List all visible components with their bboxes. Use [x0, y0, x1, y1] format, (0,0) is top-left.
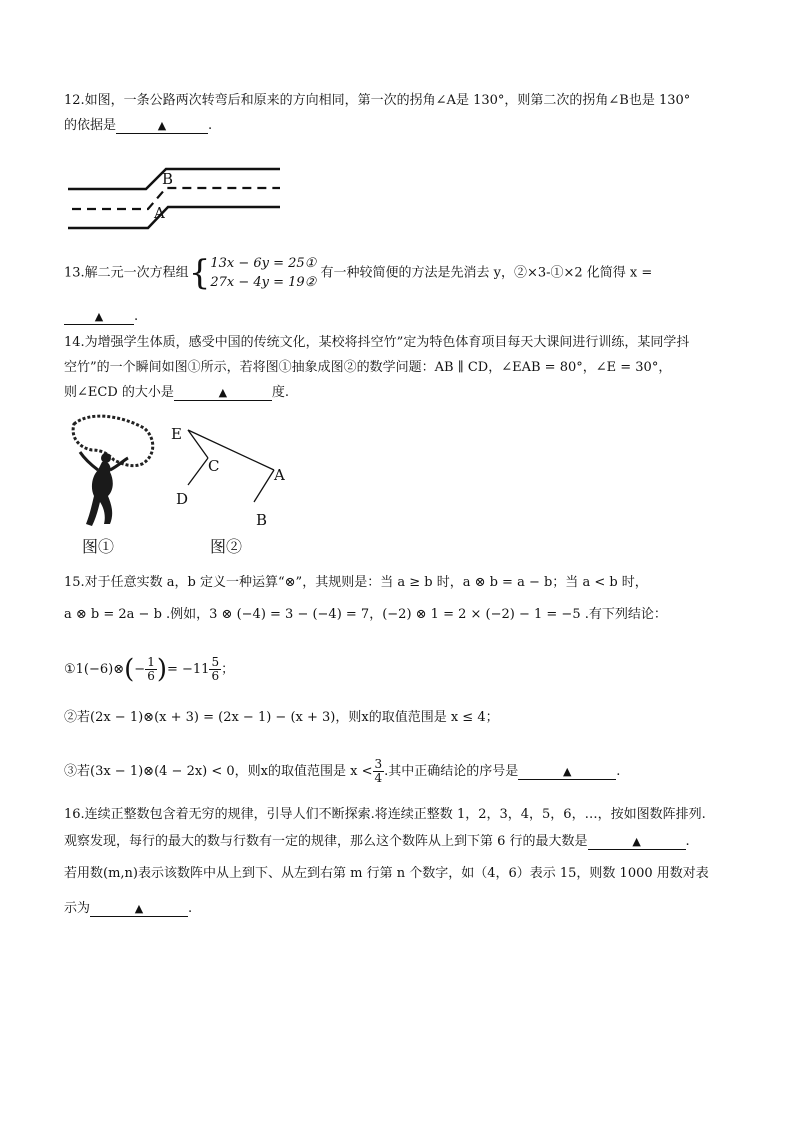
q15-tail: .	[616, 764, 621, 779]
c1-frac-den: 6	[147, 669, 155, 683]
fig2-caption: 图②	[210, 537, 243, 556]
equation-2: 27x − 4y = 19②	[210, 275, 317, 290]
c1-mixed-fraction	[209, 656, 221, 683]
q16-tail1: .	[685, 834, 690, 849]
q13-line1	[64, 254, 652, 293]
c3-fraction	[373, 758, 385, 785]
c1-pre: ①1(−6)⊗	[64, 662, 125, 677]
answer-triangle-icon: ▲	[563, 765, 572, 778]
answer-triangle-icon: ▲	[632, 835, 641, 848]
q15-line1: 15.对于任意实数 a，b 定义一种运算“⊗”，其规则是：当 a ≥ b 时，a ⊗ b = a − b；当 a < b 时，	[64, 575, 648, 590]
q16-answer-blank-2[interactable]	[90, 902, 188, 917]
answer-triangle-icon: ▲	[218, 386, 228, 399]
label-b: B	[162, 170, 174, 188]
c3-frac-num: 3	[374, 757, 383, 771]
q12-road-diagram	[66, 162, 286, 232]
q12-line2-text: 的依据是	[64, 118, 117, 133]
q14-figure1-silhouette	[62, 410, 162, 532]
c1-post: = −11	[166, 662, 210, 677]
figure-head	[101, 453, 111, 463]
road-top-edge	[68, 169, 280, 189]
q15-conclusion-2: ②若(2x − 1)⊗(x + 3) = (2x − 1) − (x + 3)，则x的取值范围是 x ≤ 4；	[64, 710, 499, 725]
q15-conclusion-1	[64, 650, 234, 690]
q15-answer-blank[interactable]	[518, 765, 616, 780]
q14-figure2-diagram	[168, 420, 298, 530]
q16-line2	[64, 833, 690, 851]
q16-answer-blank-1[interactable]	[588, 835, 686, 850]
q15-line2: a ⊗ b = 2a − b .例如，3 ⊗ (−4) = 3 − (−4) = 7，(−2) ⊗ 1 = 2 × (−2) − 1 = −5 .有下列结论：	[64, 607, 667, 622]
q12-tail: .	[208, 118, 213, 133]
figure-body	[86, 462, 113, 526]
label-a: A	[154, 204, 165, 222]
c3-pre: ③若(3x − 1)⊗(4 − 2x) < 0，则x的取值范围是 x <	[64, 764, 373, 779]
q14-line3-pre: 则∠ECD 的大小是	[64, 385, 174, 400]
q16-line2-pre: 观察发现，每行的最大的数与行数有一定的规律，那么这个数阵从上到下第 6 行的最大数是	[64, 834, 588, 849]
q13-answer-blank[interactable]	[64, 310, 134, 325]
equation-1: 13x − 6y = 25①	[210, 256, 317, 271]
q16-line4	[64, 900, 192, 918]
label-a: A	[274, 466, 285, 484]
label-d: D	[176, 490, 189, 508]
fig1-caption: 图①	[82, 537, 115, 556]
q13-tail: .	[134, 309, 139, 324]
q16-line3: 若用数(m,n)表示该数阵中从上到下、从左到右第 m 行第 n 个数字，如（4，6）表示 15，则数 1000 用数对表	[64, 866, 709, 881]
q13-line2	[64, 308, 138, 326]
answer-triangle-icon: ▲	[94, 310, 104, 323]
segment-c-d	[188, 458, 208, 485]
label-c: C	[208, 457, 220, 475]
c1-frac-num: 1	[147, 655, 155, 669]
q16-line4-pre: 示为	[64, 901, 91, 916]
c1-mixed-num: 5	[211, 655, 220, 669]
q16-line1: 16.连续正整数包含着无穷的规律，引导人们不断探索.将连续正整数 1，2，3，4，5，6，…，按如图数阵排列.	[64, 807, 706, 822]
q14-line2: 空竹”的一个瞬间如图①所示，若将图①抽象成图②的数学问题：AB ∥ CD，∠EAB = 80°，∠E = 30°，	[64, 360, 672, 375]
c1-neg: −	[134, 662, 146, 677]
q14-line3-post: 度.	[271, 385, 290, 400]
c3-mid: .其中正确结论的序号是	[384, 764, 519, 779]
c1-mixed-den: 6	[211, 669, 220, 683]
equation-system	[210, 254, 316, 292]
q12-line2	[64, 117, 212, 135]
label-b: B	[256, 511, 268, 529]
q13-prefix: 13.解二元一次方程组	[64, 265, 189, 281]
q14-line3	[64, 384, 289, 402]
road-bottom-edge	[68, 207, 280, 228]
system-brace: {	[188, 253, 211, 293]
c3-frac-den: 4	[374, 771, 383, 785]
q16-tail2: .	[188, 901, 193, 916]
q14-line1: 14.为增强学生体质，感受中国的传统文化，某校将抖空竹”定为特色体育项目每天大课间进行训练，某同学抖	[64, 335, 690, 350]
q12-line1: 12.如图，一条公路两次转弯后和原来的方向相同，第一次的拐角∠A是 130°，则第二次的拐角∠B也是 130°	[64, 93, 691, 108]
q15-conclusion-3	[64, 752, 620, 792]
c1-tail: ；	[221, 662, 235, 677]
segment-a-b	[254, 470, 274, 502]
paren-open: (	[124, 654, 135, 685]
answer-triangle-icon: ▲	[134, 902, 144, 915]
paren-close: )	[156, 654, 167, 685]
q12-answer-blank[interactable]	[116, 119, 208, 134]
c1-fraction	[145, 656, 157, 683]
segment-e-a	[188, 430, 274, 470]
q14-answer-blank[interactable]	[174, 386, 272, 401]
figure-arm	[80, 452, 98, 470]
answer-triangle-icon: ▲	[157, 119, 167, 132]
label-e: E	[171, 425, 182, 443]
q13-suffix: 有一种较简便的方法是先消去 y，②×3-①×2 化简得 x =	[320, 265, 653, 281]
